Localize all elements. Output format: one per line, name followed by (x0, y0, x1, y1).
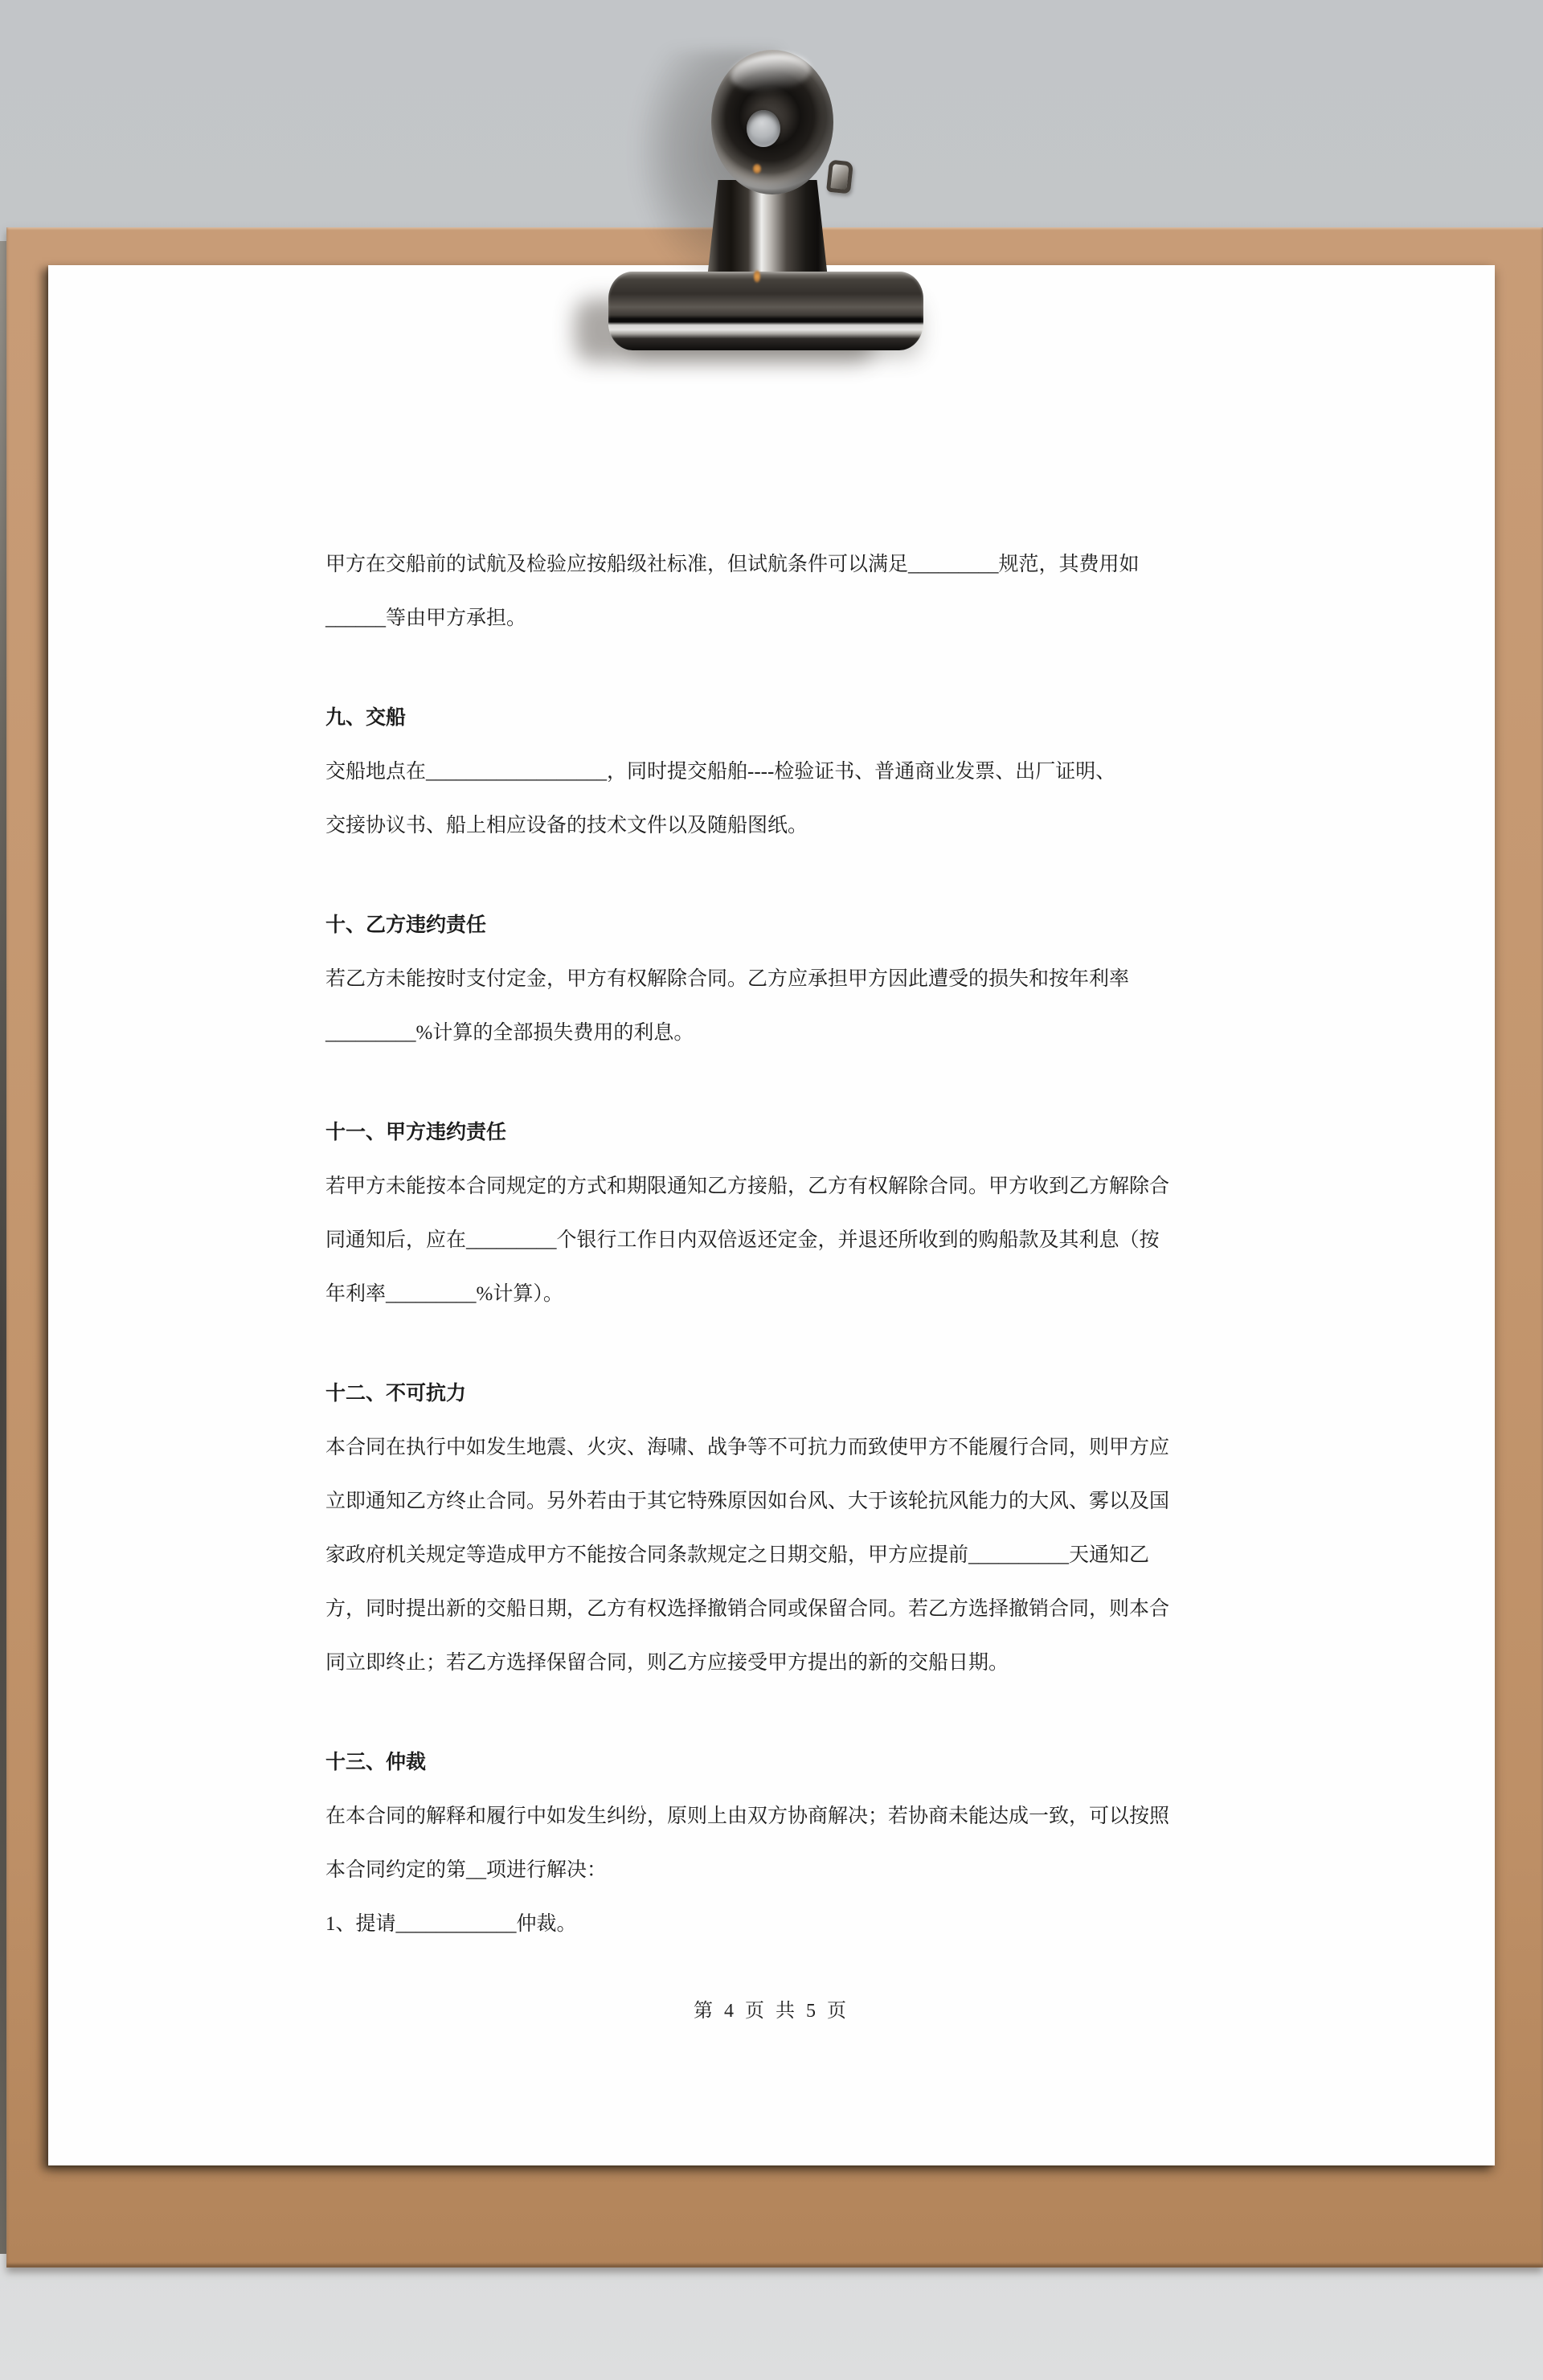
contract-section-force-majeure (325, 1367, 1226, 1690)
contract-paragraph-continuation (325, 538, 1226, 645)
contract-line: ______等由甲方承担。 (325, 607, 527, 629)
contract-line: 本合同在执行中如发生地震、火灾、海啸、战争等不可抗力而致使甲方不能履行合同，则甲方应 (325, 1437, 1170, 1458)
page-number-footer: 第 4 页 共 5 页 (694, 2001, 849, 2022)
contract-line: 同通知后，应在_________个银行工作日内双倍返还定金，并退还所收到的购船款及其利息（按 (325, 1229, 1160, 1251)
contract-line: 交接协议书、船上相应设备的技术文件以及随船图纸。 (325, 815, 808, 836)
clip-lever (826, 160, 853, 194)
contract-line: 同立即终止；若乙方选择保留合同，则乙方应接受甲方提出的新的交船日期。 (325, 1652, 1009, 1674)
clip-coil (711, 50, 833, 194)
clip-coil-hole (747, 110, 780, 147)
section-heading: 十三、仲裁 (325, 1752, 427, 1773)
contract-line: 立即通知乙方终止合同。另外若由于其它特殊原因如台风、大于该轮抗风能力的大风、雾以及国 (325, 1491, 1170, 1512)
contract-line: 若乙方未能按时支付定金，甲方有权解除合同。乙方应承担甲方因此遭受的损失和按年利率 (325, 968, 1130, 990)
contract-line: 若甲方未能按本合同规定的方式和期限通知乙方接船，乙方有权解除合同。甲方收到乙方解除合 (325, 1176, 1170, 1197)
contract-section-partyb-breach (325, 898, 1226, 1060)
section-heading: 九、交船 (325, 707, 407, 729)
contract-line: 本合同约定的第__项进行解决： (325, 1859, 608, 1881)
section-heading: 十一、甲方违约责任 (325, 1122, 507, 1143)
contract-line: 甲方在交船前的试航及检验应按船级社标准，但试航条件可以满足_________规范，其费用如 (325, 554, 1140, 575)
contract-line: 交船地点在__________________，同时提交船舶----检验证书、普通商业发票、出厂证明、 (325, 761, 1116, 783)
contract-line: 年利率_________%计算）。 (325, 1283, 563, 1305)
contract-line: _________%计算的全部损失费用的利息。 (325, 1022, 694, 1044)
contract-line: 家政府机关规定等造成甲方不能按合同条款规定之日期交船，甲方应提前__________天通知乙 (325, 1544, 1150, 1566)
contract-line: 方，同时提出新的交船日期，乙方有权选择撤销合同或保留合同。若乙方选择撤销合同，则本合 (325, 1598, 1170, 1620)
contract-line: 1、提请____________仲裁。 (325, 1913, 577, 1935)
contract-section-arbitration (325, 1736, 1226, 1951)
contract-line: 在本合同的解释和履行中如发生纠纷，原则上由双方协商解决；若协商未能达成一致，可以按照 (325, 1805, 1170, 1827)
contract-section-partya-breach (325, 1106, 1226, 1321)
contract-page-body (325, 538, 1226, 1951)
section-heading: 十、乙方违约责任 (325, 914, 487, 936)
section-heading: 十二、不可抗力 (325, 1383, 467, 1405)
contract-section-delivery (325, 691, 1226, 853)
clip-reflection-glint (753, 164, 761, 174)
paper-sheet (48, 265, 1495, 2165)
